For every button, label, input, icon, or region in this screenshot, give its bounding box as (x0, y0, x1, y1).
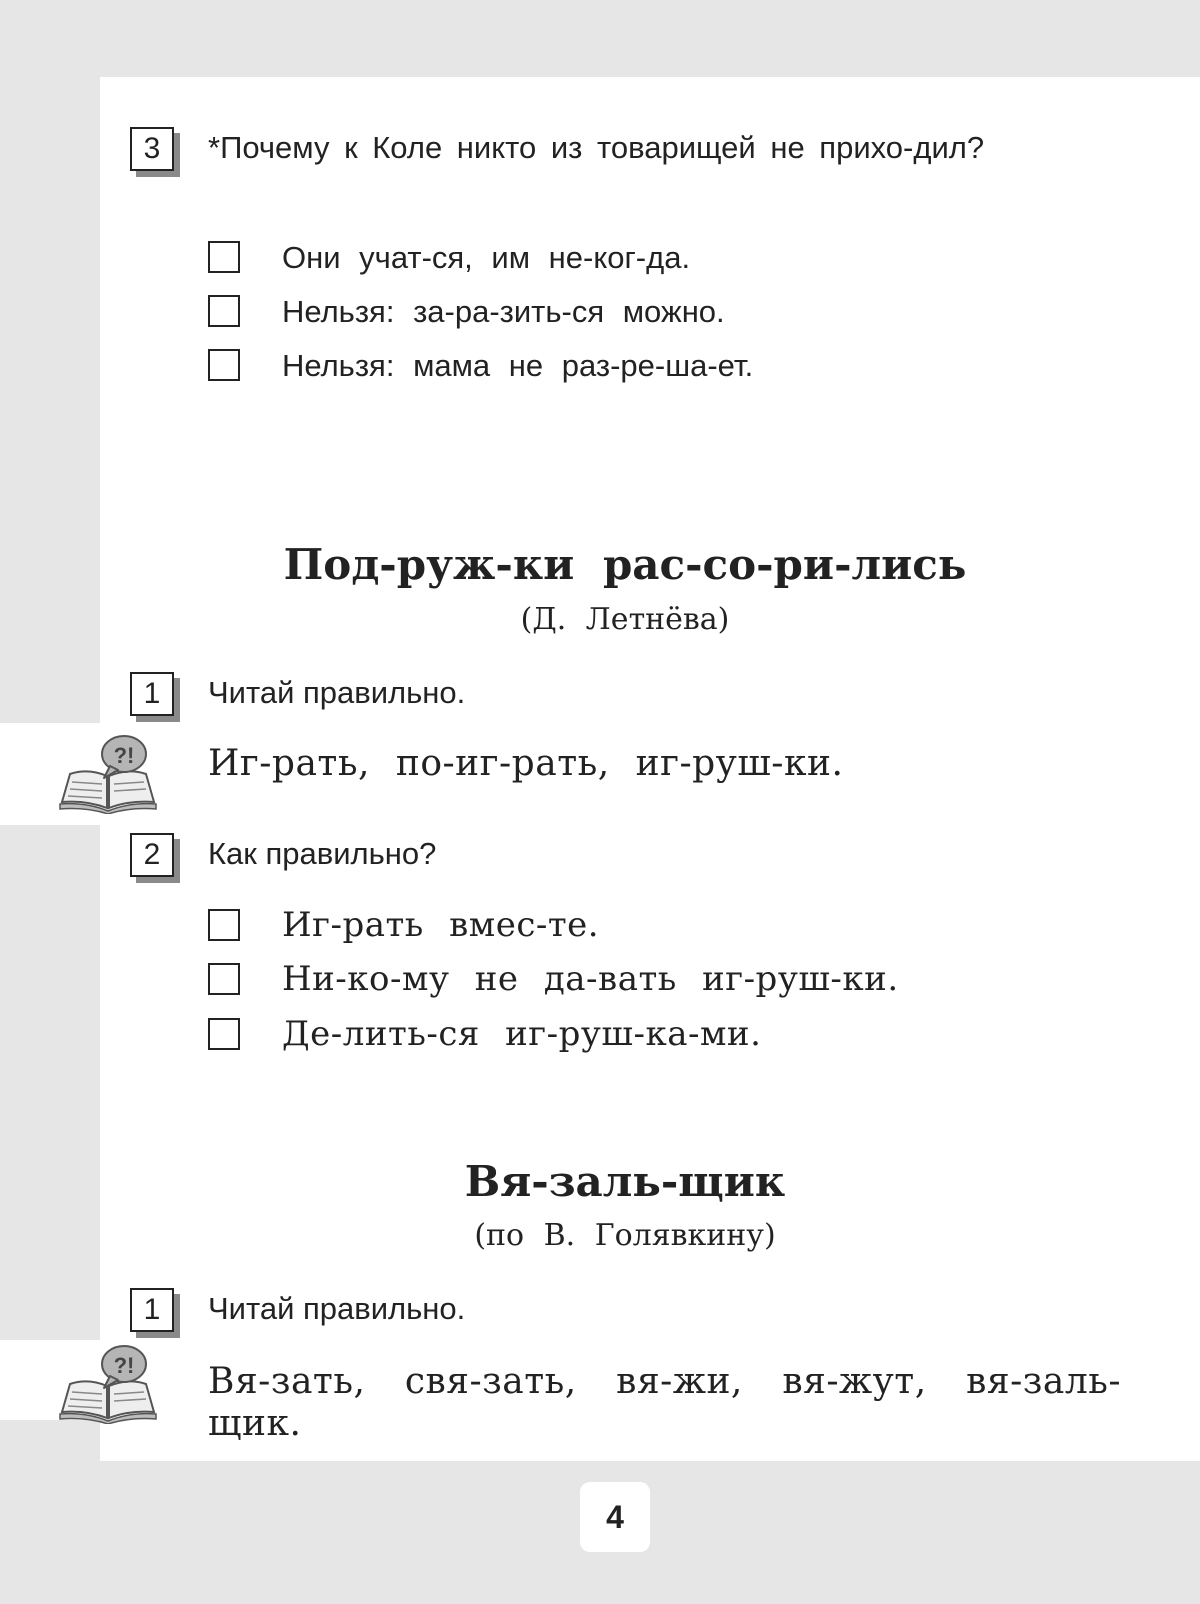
reading-words: Иг-рать, по-иг-рать, иг-руш-ки. (208, 743, 844, 784)
open-book-question-icon (58, 734, 158, 814)
task-number-badge: 1 (130, 672, 174, 716)
answer-option: Ни-ко-му не да-вать иг-руш-ки. (282, 959, 899, 999)
story-title: Под-руж-ки рас-со-ри-лись (283, 540, 967, 589)
task-number-badge: 1 (130, 1288, 174, 1332)
answer-checkbox[interactable] (208, 349, 240, 381)
answer-checkbox[interactable] (208, 295, 240, 327)
answer-checkbox[interactable] (208, 241, 240, 273)
story-author: (по В. Голявкину) (474, 1218, 776, 1253)
svg-text:?!: ?! (113, 743, 135, 768)
story-author: (Д. Летнёва) (520, 602, 730, 637)
task-instruction: Читай правильно. (208, 1291, 466, 1326)
answer-option: Нельзя: за-ра-зить-ся можно. (282, 294, 725, 329)
answer-option: Нельзя: мама не раз-ре-ша-ет. (282, 348, 754, 383)
answer-option: Иг-рать вмес-те. (282, 905, 600, 945)
answer-option: Они учат-ся, им не-ког-да. (282, 240, 691, 275)
svg-text:?!: ?! (113, 1353, 135, 1378)
answer-checkbox[interactable] (208, 963, 240, 995)
task-number-badge: 3 (130, 127, 174, 171)
reading-words: Вя-зать, свя-зать, вя-жи, вя-жут, вя-заль-щик. (208, 1361, 1121, 1444)
task-question: Как правильно? (208, 836, 437, 871)
open-book-question-icon (58, 1344, 158, 1424)
task-question: *Почему к Коле никто из товарищей не прихо-дил? (208, 130, 985, 165)
answer-option: Де-лить-ся иг-руш-ка-ми. (282, 1014, 762, 1054)
task-instruction: Читай правильно. (208, 675, 466, 710)
answer-checkbox[interactable] (208, 1018, 240, 1050)
answer-checkbox[interactable] (208, 909, 240, 941)
story-title: Вя-заль-щик (464, 1157, 786, 1206)
task-number-badge: 2 (130, 833, 174, 877)
page-number: 4 (580, 1482, 650, 1552)
